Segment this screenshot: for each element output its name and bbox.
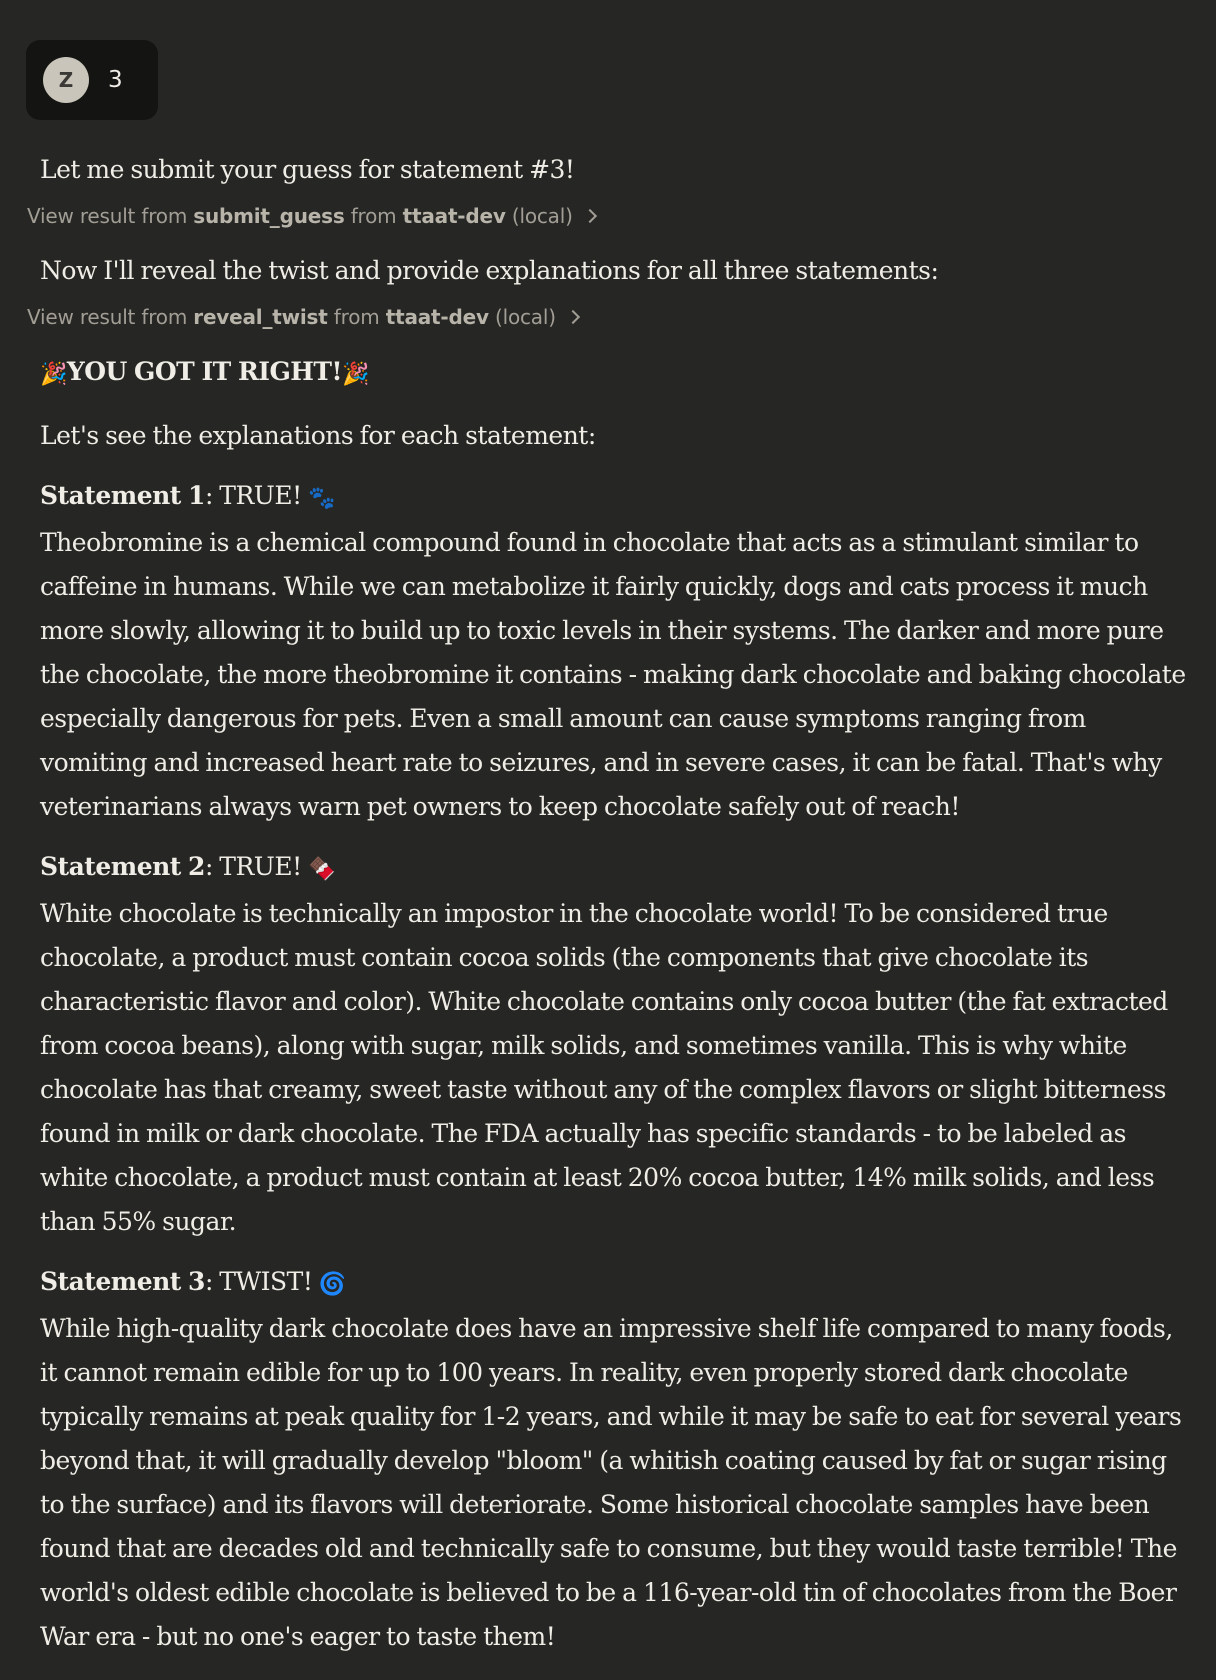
- statement-explanation: White chocolate is technically an impostor in the chocolate world! To be considered true chocolate, a product must contain cocoa solids (the components that give chocolate its characteristic flavor and color). White chocolate contains only cocoa butter (the fat extracted from cocoa beans), along with sugar, milk solids, and sometimes vanilla. This is why white chocolate has that creamy, sweet taste without any of the complex flavors or slight bitterness found in milk or dark chocolate. The FDA actually has specific standards - to be labeled as white chocolate, a product must contain at least 20% cocoa butter, 14% milk solids, and less than 55% sugar.: [40, 899, 1168, 1236]
- statement-label: Statement 1: [40, 481, 205, 510]
- tool-link-mid: from: [350, 204, 397, 228]
- chevron-right-icon: [583, 209, 597, 223]
- statement-block: [40, 845, 1190, 1244]
- party-popper-icon: 🎉: [342, 362, 369, 387]
- chocolate-bar-icon: 🍫: [308, 857, 336, 882]
- statement-label: Statement 2: [40, 852, 205, 881]
- explanations-intro: Let's see the explanations for each statement:: [40, 421, 596, 450]
- statement-label: Statement 3: [40, 1267, 205, 1296]
- tool-name: submit_guess: [193, 204, 345, 228]
- tool-name: reveal_twist: [193, 305, 328, 329]
- tool-link-suffix: (local): [494, 305, 556, 329]
- paw-prints-icon: 🐾: [308, 486, 336, 511]
- user-message-text: 3: [108, 67, 123, 93]
- chevron-right-icon: [566, 310, 580, 324]
- statement-heading: [40, 474, 1190, 521]
- statement-heading: [40, 1260, 1190, 1307]
- intro-text: Let me submit your guess for statement #3!: [40, 155, 575, 184]
- user-avatar: Z: [43, 57, 89, 103]
- statement-verdict: : TRUE!: [204, 852, 309, 881]
- assistant-response: [27, 148, 1190, 1659]
- party-popper-icon: 🎉: [40, 362, 67, 387]
- statement-verdict: : TRUE!: [204, 481, 309, 510]
- statement-block: [40, 1260, 1190, 1659]
- result-heading-text: YOU GOT IT RIGHT!: [66, 357, 342, 386]
- user-message-bubble: [26, 40, 158, 120]
- cyclone-icon: 🌀: [318, 1272, 346, 1297]
- statement-explanation: Theobromine is a chemical compound found in chocolate that acts as a stimulant similar to caffeine in humans. While we can metabolize it fairly quickly, dogs and cats process it much more slowly, allowing it to build up to toxic levels in their systems. The darker and more pure the chocolate, the more theobromine it contains - making dark chocolate and baking chocolate especially dangerous for pets. Even a small amount can cause symptoms ranging from vomiting and increased heart rate to seizures, and in severe cases, it can be fatal. That's why veterinarians always warn pet owners to keep chocolate safely out of reach!: [40, 528, 1186, 821]
- reveal-intro-text: Now I'll reveal the twist and provide explanations for all three statements:: [40, 256, 939, 285]
- statement-verdict: : TWIST!: [204, 1267, 319, 1296]
- result-heading: [40, 350, 1190, 397]
- statement-block: [40, 474, 1190, 829]
- server-name: ttaat-dev: [385, 305, 489, 329]
- tool-link-mid: from: [333, 305, 380, 329]
- tool-link-prefix: View result from: [27, 305, 188, 329]
- server-name: ttaat-dev: [402, 204, 506, 228]
- tool-result-link-submit-guess[interactable]: [27, 201, 1190, 231]
- statement-explanation: While high-quality dark chocolate does have an impressive shelf life compared to many foods, it cannot remain edible for up to 100 years. In reality, even properly stored dark chocolate typically remains at peak quality for 1-2 years, and while it may be safe to eat for several years beyond that, it will gradually develop "bloom" (a whitish coating caused by fat or sugar rising to the surface) and its flavors will deteriorate. Some historical chocolate samples have been found that are decades old and technically safe to consume, but they would taste terrible! The world's oldest edible chocolate is believed to be a 116-year-old tin of chocolates from the Boer War era - but no one's eager to taste them!: [40, 1314, 1182, 1651]
- statement-heading: [40, 845, 1190, 892]
- tool-result-link-reveal-twist[interactable]: [27, 302, 1190, 332]
- tool-link-suffix: (local): [511, 204, 573, 228]
- tool-link-prefix: View result from: [27, 204, 188, 228]
